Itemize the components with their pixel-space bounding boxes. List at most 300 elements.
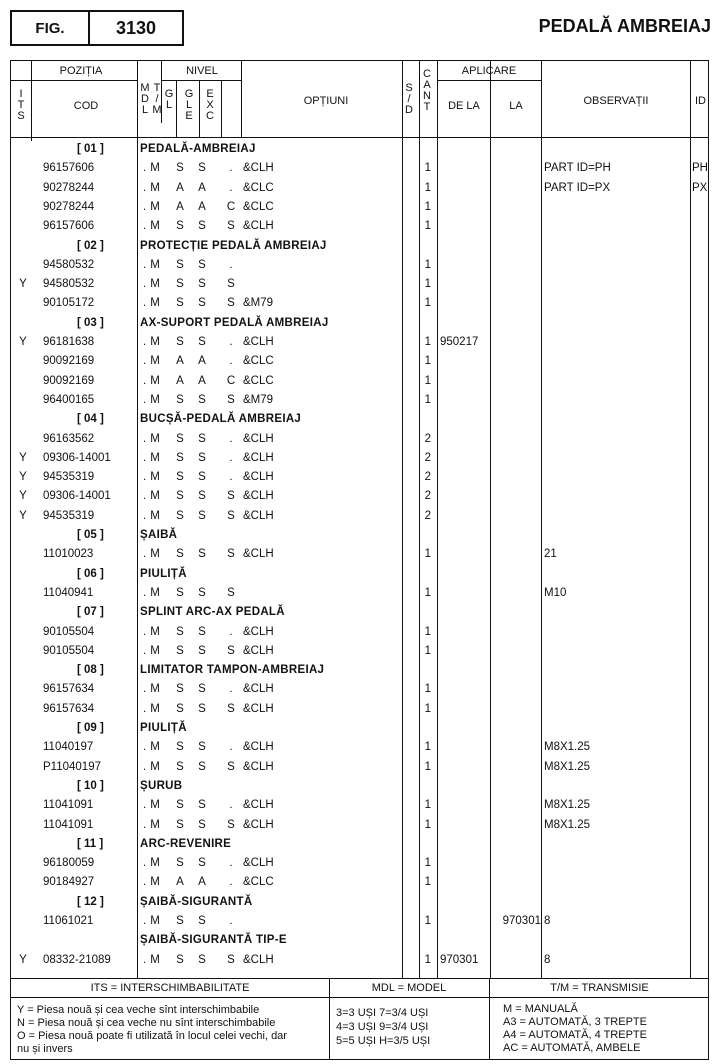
cell-gle: S [198,857,206,870]
cell-exc: . [229,432,233,445]
section-header-row [11,410,708,429]
table-row [11,159,708,178]
cell-gle: A [198,374,206,387]
cell-gle: A [198,355,206,368]
cell-code: 90105504 [43,644,95,657]
header-nivel: NIVEL [186,65,218,77]
cell-gl: A [176,181,184,194]
section-number: [ 03 ] [77,316,104,329]
table-row [11,372,708,391]
cell-observations: 21 [544,548,557,561]
section-title: ȘAIBĂ-SIGURANTĂ TIP-E [140,934,287,947]
table-row [11,738,708,757]
cell-tm: M [150,741,160,754]
cell-gl: A [176,374,184,387]
cell-gle: S [198,432,206,445]
cell-options: &M79 [243,393,274,406]
cell-gle: S [198,644,206,657]
header-la: LA [509,100,523,112]
cell-quantity: 2 [424,471,431,484]
cell-mdl: . [143,393,147,406]
section-header-row [11,314,708,333]
cell-code: 90278244 [43,200,95,213]
cell-code: 96157634 [43,702,95,715]
section-number: [ 09 ] [77,722,104,734]
cell-tm: M [150,374,160,387]
cell-observations: M8X1.25 [544,799,591,812]
cell-gle: S [198,953,206,966]
cell-exc: S [227,220,235,233]
cell-mdl: . [143,702,147,715]
cell-gl: S [176,509,184,522]
cell-options: &CLC [243,876,274,889]
cell-exc: C [226,374,236,387]
cell-observations: PART ID=PX [544,181,611,194]
cell-exc: S [227,548,235,561]
cell-gl: S [176,451,184,464]
cell-quantity: 2 [424,509,431,522]
cell-tm: M [150,799,160,812]
cell-tm: M [150,548,160,561]
cell-mdl: . [143,336,147,348]
cell-options: &CLH [243,760,274,773]
cell-gle: S [198,471,206,484]
tm-legend-line: M = MANUALĂ [503,1003,578,1015]
cell-gle: S [198,548,206,561]
header-bottom-line [11,137,708,138]
cell-exc: . [229,741,233,754]
cell-gle: S [198,162,206,175]
cell-id: PX [692,181,708,194]
table-row [11,642,708,661]
cell-quantity: 1 [424,915,431,927]
cell-gle: A [198,181,206,194]
column-divider [176,81,177,137]
cell-gle: S [198,760,206,773]
cell-quantity: 1 [424,799,431,812]
cell-mdl: . [143,818,147,831]
cell-quantity: 1 [424,548,431,561]
cell-its: Y [19,336,27,348]
cell-gl: A [176,200,184,213]
cell-code: 90105172 [43,297,95,310]
cell-exc: S [227,490,235,503]
column-divider [241,61,242,137]
cell-options: &CLH [243,162,274,175]
cell-observations: M8X1.25 [544,760,591,773]
cell-quantity: 1 [424,586,431,599]
cell-gle: S [198,509,206,522]
cell-tm: M [150,297,160,310]
section-title: AX-SUPORT PEDALĂ AMBREIAJ [140,316,329,329]
header-tm: T / M [152,82,162,116]
cell-observations: PART ID=PH [544,162,611,175]
cell-options: &CLH [243,336,274,348]
cell-its: Y [19,451,27,464]
section-title: PROTECȚIE PEDALĂ AMBREIAJ [140,239,327,252]
cell-gl: S [176,644,184,657]
cell-gl: S [176,625,184,638]
its-legend-line: Y = Piesa nouă și cea veche sînt interschimbabile [17,1004,260,1016]
cell-tm: M [150,760,160,773]
cell-exc: S [227,509,235,522]
cell-gl: S [176,432,184,445]
cell-exc: S [227,702,235,715]
cell-gl: S [176,915,184,927]
cell-gle: S [198,490,206,503]
section-title: PIULIȚĂ [140,567,187,580]
cell-options: &CLH [243,490,274,503]
cell-quantity: 1 [424,374,431,387]
cell-quantity: 1 [424,702,431,715]
cell-mdl: . [143,953,147,966]
parts-table [10,60,709,979]
cell-gl: S [176,683,184,696]
table-row [11,275,708,294]
section-number: [ 06 ] [77,567,104,580]
table-row [11,758,708,777]
cell-options: &CLH [243,683,274,696]
column-divider [221,81,222,137]
section-number: [ 01 ] [77,143,104,155]
cell-mdl: . [143,220,147,233]
header-cod: COD [73,100,99,112]
cell-options: &CLH [243,548,274,561]
mdl-legend-line: 5=5 UȘI H=3/5 UȘI [336,1035,431,1047]
cell-tm: M [150,278,160,291]
cell-options: &CLC [243,374,274,387]
section-title: BUCȘĂ-PEDALĂ AMBREIAJ [140,413,302,426]
cell-mdl: . [143,644,147,657]
cell-gl: S [176,586,184,599]
its-legend-line: O = Piesa nouă poate fi utilizată în locul celei vechi, dar [17,1030,287,1042]
cell-code: 94580532 [43,258,95,271]
section-header-row [11,237,708,256]
cell-its: Y [19,471,27,484]
cell-exc: S [227,393,235,406]
table-row [11,449,708,468]
header-id: ID [695,95,706,107]
section-number: [ 04 ] [77,413,104,426]
table-row [11,468,708,487]
section-header-row [11,719,708,738]
header-cant: C A N T [423,68,431,113]
cell-quantity: 1 [424,741,431,754]
cell-observations: 8 [544,915,551,927]
cell-code: 90278244 [43,181,95,194]
cell-observations: M8X1.25 [544,741,591,754]
tm-legend-line: A3 = AUTOMATĂ, 3 TREPTE [503,1016,647,1028]
cell-code: 94535319 [43,509,95,522]
cell-gl: S [176,220,184,233]
cell-exc: . [229,876,233,889]
cell-mdl: . [143,374,147,387]
cell-code: 09306-14001 [43,451,111,464]
header-aplicare: APLICARE [461,65,517,77]
table-row [11,873,708,892]
section-title: ȘAIBĂ-SIGURANTĂ [140,895,253,908]
cell-mdl: . [143,876,147,889]
cell-code: 96163562 [43,432,95,445]
cell-tm: M [150,181,160,194]
tm-legend-line: AC = AUTOMATĂ, AMBELE [503,1042,641,1054]
cell-code: 96157634 [43,683,95,696]
header-sd: S / D [405,82,413,116]
cell-code: 11010023 [43,548,94,561]
cell-quantity: 1 [424,355,431,368]
table-row [11,680,708,699]
cell-gle: S [198,278,206,291]
cell-gle: S [198,220,206,233]
cell-gle: S [198,683,206,696]
cell-quantity: 1 [424,162,431,175]
cell-gl: S [176,953,184,966]
its-legend-line: N = Piesa nouă și cea veche nu sînt interschimbabile [17,1017,276,1029]
cell-tm: M [150,953,160,966]
cell-mdl: . [143,200,147,213]
tm-legend-title: T/M = TRANSMISIE [550,982,649,994]
cell-quantity: 1 [424,625,431,638]
cell-code: 96180059 [43,857,95,870]
cell-options: &CLH [243,857,274,870]
cell-mdl: . [143,181,147,194]
table-row [11,816,708,835]
cell-mdl: . [143,625,147,638]
cell-code: 11040941 [43,586,94,599]
cell-gle: S [198,625,206,638]
cell-code: 11061021 [43,915,94,927]
cell-tm: M [150,200,160,213]
cell-code: 11040197 [43,741,94,754]
cell-quantity: 1 [424,297,431,310]
cell-code: 90092169 [43,355,95,368]
cell-quantity: 2 [424,451,431,464]
section-number: [ 02 ] [77,239,104,252]
cell-gle: S [198,702,206,715]
header-mdl: M D L [140,82,150,116]
cell-its: Y [19,953,27,966]
section-header-row [11,140,708,159]
cell-quantity: 1 [424,857,431,870]
cell-code: 90092169 [43,374,95,387]
cell-tm: M [150,162,160,175]
cell-quantity: 1 [424,644,431,657]
table-row [11,700,708,719]
table-row [11,391,708,410]
mdl-legend-line: 4=3 UȘI 9=3/4 UȘI [336,1021,429,1033]
cell-exc: . [229,336,233,348]
table-row [11,584,708,603]
section-header-row [11,835,708,854]
cell-gl: S [176,490,184,503]
cell-exc: . [229,181,233,194]
cell-quantity: 1 [424,683,431,696]
cell-code: 94580532 [43,278,95,291]
header-de-la: DE LA [448,100,480,112]
cell-gl: S [176,702,184,715]
cell-exc: S [227,953,235,966]
cell-quantity: 1 [424,336,431,348]
section-header-row [11,565,708,584]
cell-mdl: . [143,162,147,175]
cell-tm: M [150,490,160,503]
cell-gl: S [176,297,184,310]
cell-exc: S [227,297,235,310]
table-row [11,333,708,352]
cell-quantity: 1 [424,876,431,889]
cell-options: &CLC [243,200,274,213]
cell-tm: M [150,471,160,484]
cell-exc: C [226,200,236,213]
cell-tm: M [150,702,160,715]
cell-gl: S [176,393,184,406]
cell-gl: S [176,162,184,175]
cell-mdl: . [143,760,147,773]
cell-gle: A [198,200,206,213]
fig-number: 3130 [88,10,184,46]
section-header-row [11,603,708,622]
cell-exc: . [229,355,233,368]
cell-gle: S [198,741,206,754]
cell-quantity: 1 [424,760,431,773]
cell-quantity: 2 [424,432,431,445]
header-gle: G L E [184,88,194,122]
cell-options: &CLH [243,702,274,715]
cell-gle: S [198,393,206,406]
cell-mdl: . [143,297,147,310]
cell-to: 970301 [502,915,541,927]
cell-code: 09306-14001 [43,490,111,503]
cell-observations: M10 [544,586,567,599]
section-header-row [11,777,708,796]
cell-tm: M [150,586,160,599]
cell-tm: M [150,393,160,406]
cell-exc: . [229,683,233,696]
cell-mdl: . [143,432,147,445]
cell-its: Y [19,509,27,522]
fig-label: FIG. [10,10,90,46]
cell-options: &CLH [243,625,274,638]
cell-quantity: 1 [424,953,431,966]
cell-mdl: . [143,509,147,522]
cell-its: Y [19,278,27,291]
cell-code: 96400165 [43,393,95,406]
section-header-row [11,893,708,912]
mdl-legend-title: MDL = MODEL [371,982,447,994]
its-legend-line: nu și invers [17,1043,73,1055]
cell-gl: A [176,355,184,368]
cell-code: 96181638 [43,336,95,348]
its-legend-title: ITS = INTERSCHIMBABILITATE [90,982,250,994]
cell-gl: S [176,741,184,754]
cell-quantity: 1 [424,258,431,271]
section-title: PEDALĂ-AMBREIAJ [140,143,256,155]
cell-gl: S [176,278,184,291]
cell-exc: . [229,857,233,870]
cell-exc: S [227,760,235,773]
section-number: [ 07 ] [77,606,104,619]
cell-gle: S [198,258,206,271]
cell-gle: S [198,818,206,831]
cell-exc: . [229,162,233,175]
cell-tm: M [150,336,160,348]
cell-options: &CLC [243,181,274,194]
cell-exc: . [229,258,233,271]
cell-code: 96157606 [43,162,95,175]
cell-gl: S [176,548,184,561]
cell-its: Y [19,490,27,503]
cell-options: &CLH [243,644,274,657]
cell-gl: S [176,857,184,870]
cell-tm: M [150,258,160,271]
cell-gle: S [198,451,206,464]
cell-tm: M [150,644,160,657]
cell-id: PH [692,162,708,175]
cell-quantity: 1 [424,181,431,194]
cell-options: &CLH [243,451,274,464]
table-row [11,912,708,931]
cell-mdl: . [143,355,147,368]
cell-mdl: . [143,857,147,870]
cell-gle: S [198,586,206,599]
cell-observations: 8 [544,953,551,966]
page-title: PEDALĂ AMBREIAJ [538,16,711,36]
cell-tm: M [150,220,160,233]
cell-mdl: . [143,741,147,754]
cell-code: 90105504 [43,625,95,638]
cell-exc: . [229,625,233,638]
section-title: ȘAIBĂ [140,529,178,541]
table-row [11,294,708,313]
cell-mdl: . [143,258,147,271]
cell-observations: M8X1.25 [544,818,591,831]
cell-gle: S [198,915,206,927]
cell-tm: M [150,818,160,831]
cell-exc: . [229,915,233,927]
cell-options: &CLH [243,818,274,831]
cell-from: 950217 [440,336,479,348]
cell-gl: S [176,799,184,812]
header-exc: E X C [206,88,214,122]
table-row [11,507,708,526]
tm-legend-line: A4 = AUTOMATĂ, 4 TREPTE [503,1029,647,1041]
cell-tm: M [150,451,160,464]
header-its: I T S [17,88,25,122]
section-header-row [11,526,708,545]
cell-exc: S [227,586,235,599]
cell-options: &M79 [243,297,274,310]
cell-quantity: 1 [424,200,431,213]
cell-tm: M [150,876,160,889]
table-row [11,430,708,449]
table-row [11,854,708,873]
cell-gl: A [176,876,184,889]
legend-footer [10,978,709,1060]
section-title: SPLINT ARC-AX PEDALĂ [140,606,285,619]
cell-quantity: 1 [424,220,431,233]
cell-gle: S [198,336,206,348]
table-row [11,198,708,217]
cell-exc: . [229,451,233,464]
cell-mdl: . [143,915,147,927]
cell-code: 90184927 [43,876,95,889]
cell-code: P11040197 [43,760,101,773]
cell-options: &CLC [243,355,274,368]
cell-mdl: . [143,799,147,812]
cell-tm: M [150,509,160,522]
column-divider [31,61,32,141]
cell-tm: M [150,683,160,696]
